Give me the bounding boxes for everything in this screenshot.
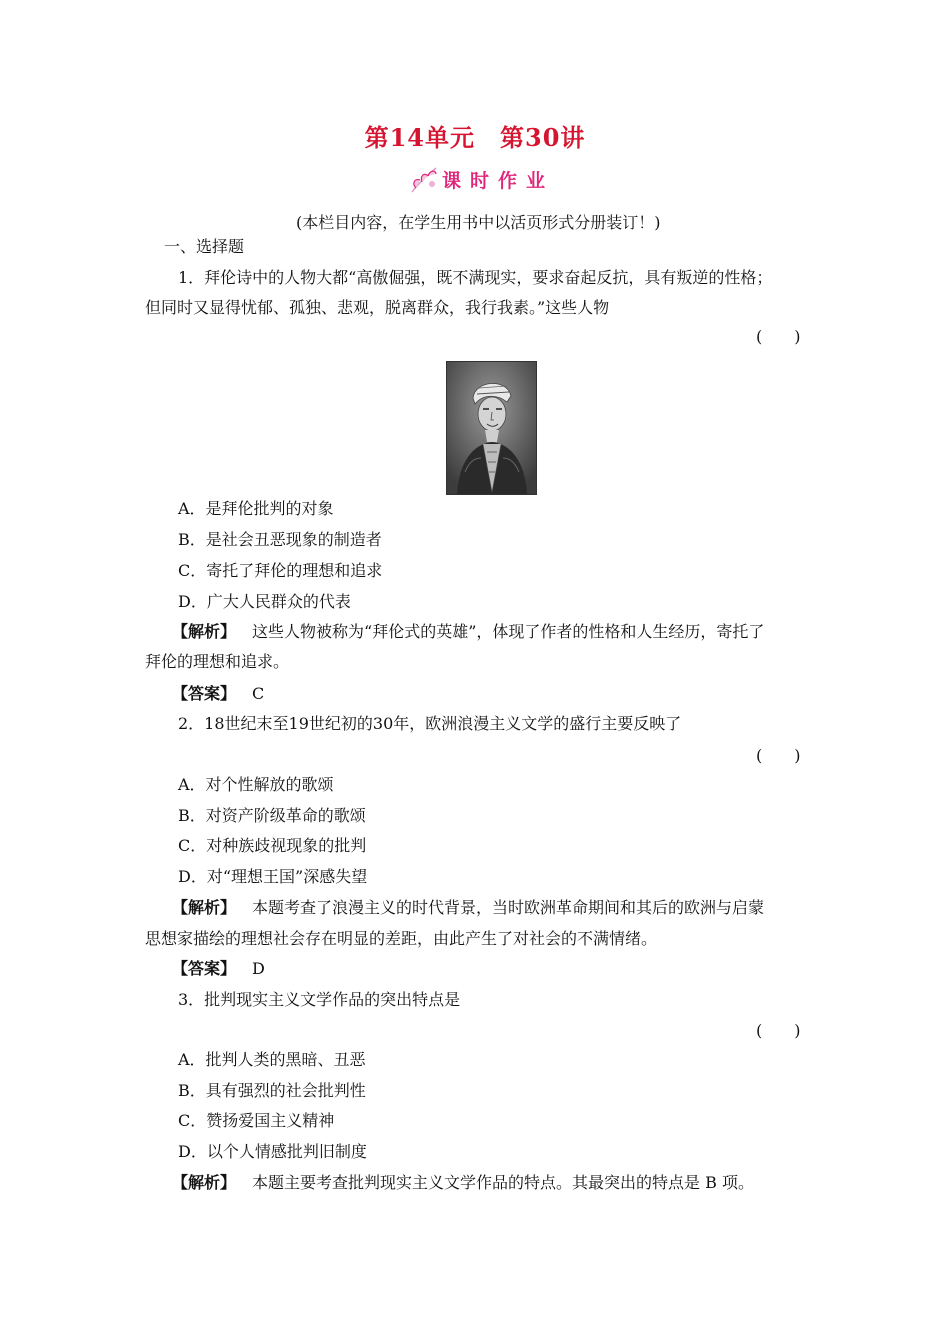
answer-label: 【答案】	[172, 959, 237, 978]
q1-answer-value: C	[252, 684, 265, 703]
q2-answer-value: D	[252, 959, 265, 978]
q3-option-d: D．以个人情感批判旧制度	[178, 1142, 367, 1161]
byron-portrait-image	[447, 362, 536, 494]
q3-analysis-line1	[172, 1173, 754, 1193]
q2-analysis-line1	[172, 898, 764, 918]
analysis-label: 【解析】	[172, 622, 237, 641]
q1-analysis-line1	[172, 622, 764, 642]
banner-text: 课时作业	[442, 170, 555, 192]
q3-stem: 3．批判现实主义文学作品的突出特点是	[178, 990, 461, 1009]
q2-option-c: C．对种族歧视现象的批判	[178, 836, 367, 855]
q3-option-c: C．赞扬爱国主义精神	[178, 1111, 335, 1130]
q2-option-a: A．对个性解放的歌颂	[178, 775, 334, 794]
q1-option-a: A．是拜伦批判的对象	[178, 499, 334, 518]
q1-option-b: B．是社会丑恶现象的制造者	[178, 530, 382, 549]
q3-option-b: B．具有强烈的社会批判性	[178, 1081, 366, 1100]
section-heading: 一、选择题	[164, 237, 245, 256]
q3-analysis-text: 本题主要考查批判现实主义文学作品的特点。其最突出的特点是 B 项。	[252, 1173, 754, 1192]
q2-option-d: D．对“理想王国”深感失望	[178, 867, 368, 886]
q2-option-b: B．对资产阶级革命的歌颂	[178, 806, 366, 825]
analysis-label: 【解析】	[172, 898, 237, 917]
q3-option-a: A．批判人类的黑暗、丑恶	[178, 1050, 366, 1069]
q2-answer	[172, 959, 265, 979]
q2-analysis-line2: 思想家描绘的理想社会存在明显的差距，由此产生了对社会的不满情绪。	[145, 929, 658, 948]
q3-answer-blank: ( )	[756, 1021, 801, 1040]
q1-option-c: C．寄托了拜伦的理想和追求	[178, 561, 383, 580]
homework-banner	[408, 160, 568, 200]
q1-analysis-line2: 拜伦的理想和追求。	[145, 652, 290, 671]
q1-option-d: D．广大人民群众的代表	[178, 592, 351, 611]
q1-analysis-text: 这些人物被称为“拜伦式的英雄”，体现了作者的性格和人生经历，寄托了	[252, 622, 765, 641]
q1-answer	[172, 684, 264, 704]
q2-stem: 2．18世纪末至19世纪初的30年，欧洲浪漫主义文学的盛行主要反映了	[178, 714, 682, 733]
flower-ornament-icon	[408, 162, 444, 198]
analysis-label: 【解析】	[172, 1173, 237, 1192]
byron-portrait	[446, 361, 537, 495]
binding-note: (本栏目内容，在学生用书中以活页形式分册装订！)	[296, 213, 661, 232]
q2-answer-blank: ( )	[756, 746, 801, 765]
q1-stem-line1: 1．拜伦诗中的人物大都“高傲倔强，既不满现实，要求奋起反抗，具有叛逆的性格；	[178, 268, 773, 287]
q1-stem-line2: 但同时又显得忧郁、孤独、悲观，脱离群众，我行我素。”这些人物	[145, 298, 610, 317]
answer-label: 【答案】	[172, 684, 237, 703]
page-title: 第14单元 第30讲	[364, 123, 586, 152]
q2-analysis-text: 本题考查了浪漫主义的时代背景，当时欧洲革命期间和其后的欧洲与启蒙	[252, 898, 765, 917]
q1-answer-blank: ( )	[756, 327, 801, 346]
